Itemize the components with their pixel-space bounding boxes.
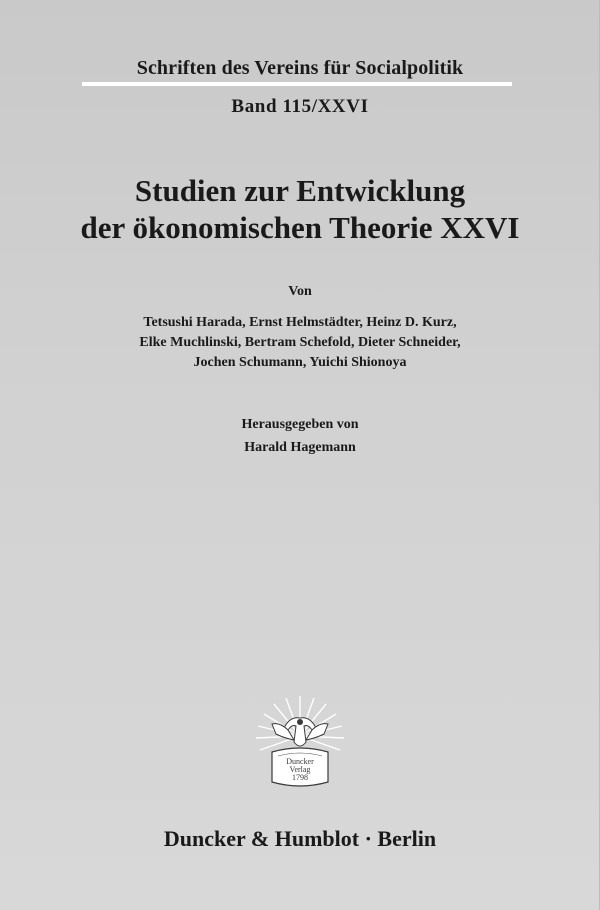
eagle-seal-icon	[254, 694, 346, 790]
authors-line-3: Jochen Schumann, Yuichi Shionoya	[193, 355, 407, 370]
book-title-line-1: Studien zur Entwicklung	[134, 173, 466, 208]
emblem-text-1: Duncker	[286, 757, 314, 766]
emblem-text-3: 1798	[292, 773, 308, 782]
publisher-imprint: Duncker & Humblot · Berlin	[163, 826, 437, 851]
header-rule	[82, 82, 512, 86]
authors-line-2: Elke Muchlinski, Bertram Schefold, Dieter Schneider,	[139, 335, 461, 350]
book-title	[0, 172, 600, 246]
book-title-line-2: der ökonomischen Theorie XXVI	[80, 210, 520, 245]
authors-line-1: Tetsushi Harada, Ernst Helmstädter, Heinz D. Kurz,	[143, 315, 457, 330]
editor-name: Harald Hagemann	[244, 440, 356, 455]
authors-label: Von	[288, 284, 312, 299]
authors-list	[0, 313, 600, 373]
emblem-text-2: Verlag	[289, 765, 311, 774]
editor-label: Herausgegeben von	[241, 417, 359, 432]
volume-number: Band 115/XXVI	[231, 96, 369, 117]
series-title: Schriften des Vereins für Socialpolitik	[136, 57, 464, 79]
